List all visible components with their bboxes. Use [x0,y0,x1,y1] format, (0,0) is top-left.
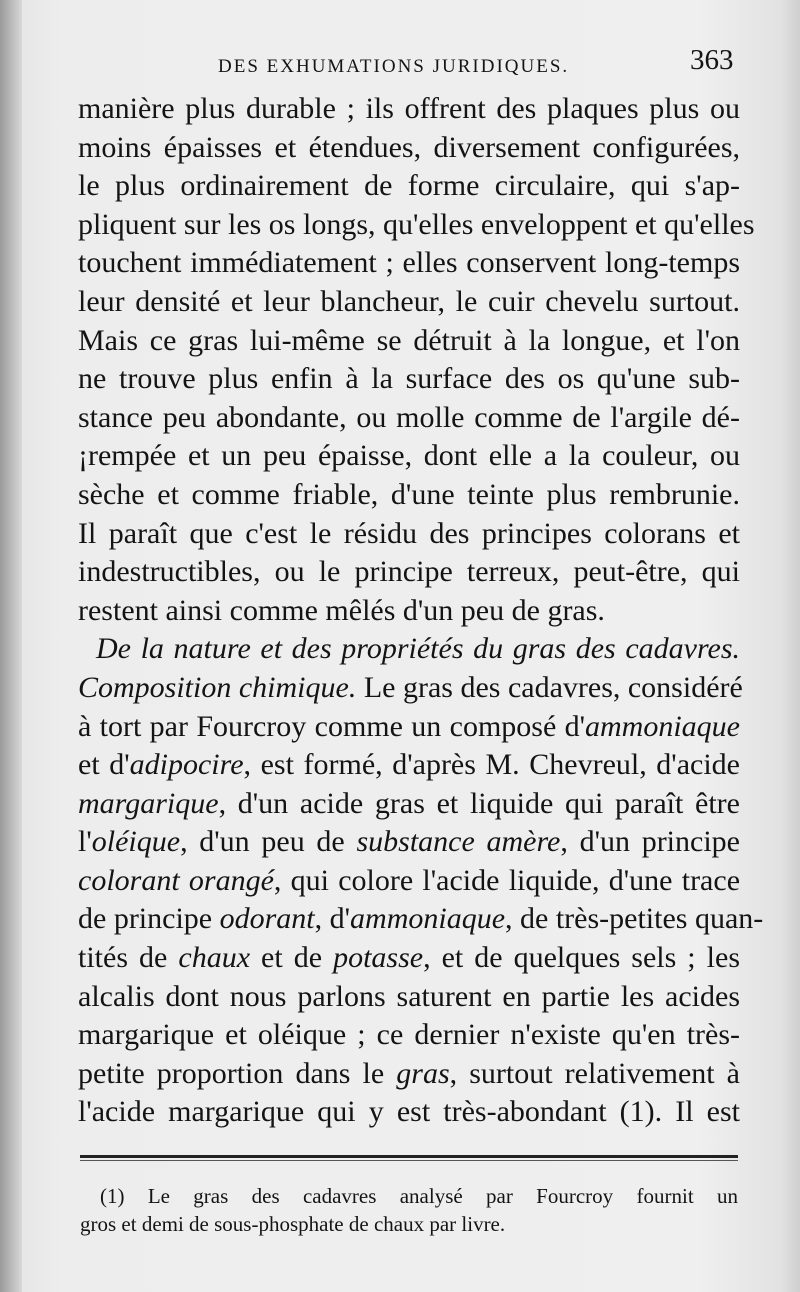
italic-term: gras [396,1056,450,1090]
text-run: , est formé, d'après M. Chevreul, d'acide [243,748,740,782]
text-run: petite proportion dans le [78,1056,397,1090]
italic-term: oléique [91,825,181,859]
text-line [78,669,743,708]
italic-term: substance amère [356,825,561,859]
text-line [78,823,740,862]
italic-term: odorant [219,902,315,936]
text-run: , d'un principe [560,825,740,859]
section-heading [78,630,740,669]
text-line: ¡rempée et un peu épaisse, dont elle a la couleur, ou [78,439,740,473]
italic-term: adipocire [129,748,244,782]
section-heading-text: De la nature et des propriétés du gras des cadavres. [96,632,740,666]
section-subheading: Composition chimique. [78,670,357,704]
text-run: , d'un acide gras et liquide qui paraît être [218,786,740,820]
text-line: le plus ordinairement de forme circulaire, qui s'ap- [78,169,740,203]
text-run: à tort par Fourcroy comme un composé d' [78,709,586,743]
text-line: Il paraît que c'est le résidu des principes colorans et [78,516,740,550]
text-line [78,1055,740,1094]
text-run: Le gras des cadavres, considéré [356,670,743,704]
text-line: moins épaisses et étendues, diversement configurées, [78,130,740,164]
text-line: touchent immédiatement ; elles conservent long-temps [78,246,740,280]
footnote-line: (1) Le gras des cadavres analysé par Fourcroy fournit un [100,1184,738,1208]
text-line [78,862,740,901]
text-line: alcalis dont nous parlons saturent en partie les acides [78,979,740,1013]
text-run: , qui colore l'acide liquide, d'une trace [273,863,741,897]
footnote-line: gros et demi de sous-phosphate de chaux par livre. [80,1212,506,1236]
text-line [78,939,740,978]
italic-term: margarique [78,786,219,820]
text-line: sèche et comme friable, d'une teinte plus rembrunie. [78,477,740,511]
text-run: , et de quelques sels ; les [423,941,740,975]
italic-term: potasse [333,941,424,975]
text-run: , d' [314,902,351,936]
italic-term: colorant orangé [78,863,274,897]
text-line: leur densité et leur blancheur, le cuir chevelu surtout. [78,284,740,318]
gutter-shadow [0,0,22,1292]
text-line: margarique et oléique ; ce dernier n'existe qu'en très- [78,1018,740,1052]
text-line [78,746,740,785]
text-run: , de très-petites quan- [505,902,764,936]
text-line: ne trouve plus enfin à la surface des os qu'une sub- [78,362,740,396]
text-run: , d'un peu de [180,825,357,859]
text-run: et d' [78,748,130,782]
text-line: stance peu abondante, ou molle comme de l'argile dé- [78,400,740,434]
body-text [78,90,764,1132]
footnote-rule-thin [80,1160,738,1161]
italic-term: ammoniaque [350,902,506,936]
running-head: DES EXHUMATIONS JURIDIQUES. [218,56,570,77]
text-line [78,785,740,824]
footnote-rule [80,1155,738,1158]
text-run: de principe [78,902,220,936]
text-run: tités de [78,941,179,975]
text-line: restent ainsi comme mêlés d'un peu de gras. [78,593,605,627]
text-line: pliquent sur les os longs, qu'elles enveloppent et qu'elles [78,207,755,241]
text-line: l'acide margarique qui y est très-abondant (1). Il est [78,1095,740,1129]
text-line [78,900,764,939]
page-header [0,44,800,84]
text-line: manière plus durable ; ils offrent des plaques plus ou [78,92,740,125]
text-run: , surtout relativement à [449,1056,741,1090]
text-line: indestructibles, ou le principe terreux, peut-être, qui [78,555,740,589]
text-run: l' [78,825,92,859]
footnote [80,1182,738,1238]
italic-term: chaux [178,941,251,975]
text-line: Mais ce gras lui-même se détruit à la longue, et l'on [78,323,740,357]
italic-term: ammoniaque [585,709,740,743]
page-number: 363 [690,44,734,76]
text-run: et de [250,941,334,975]
text-line [78,708,740,747]
